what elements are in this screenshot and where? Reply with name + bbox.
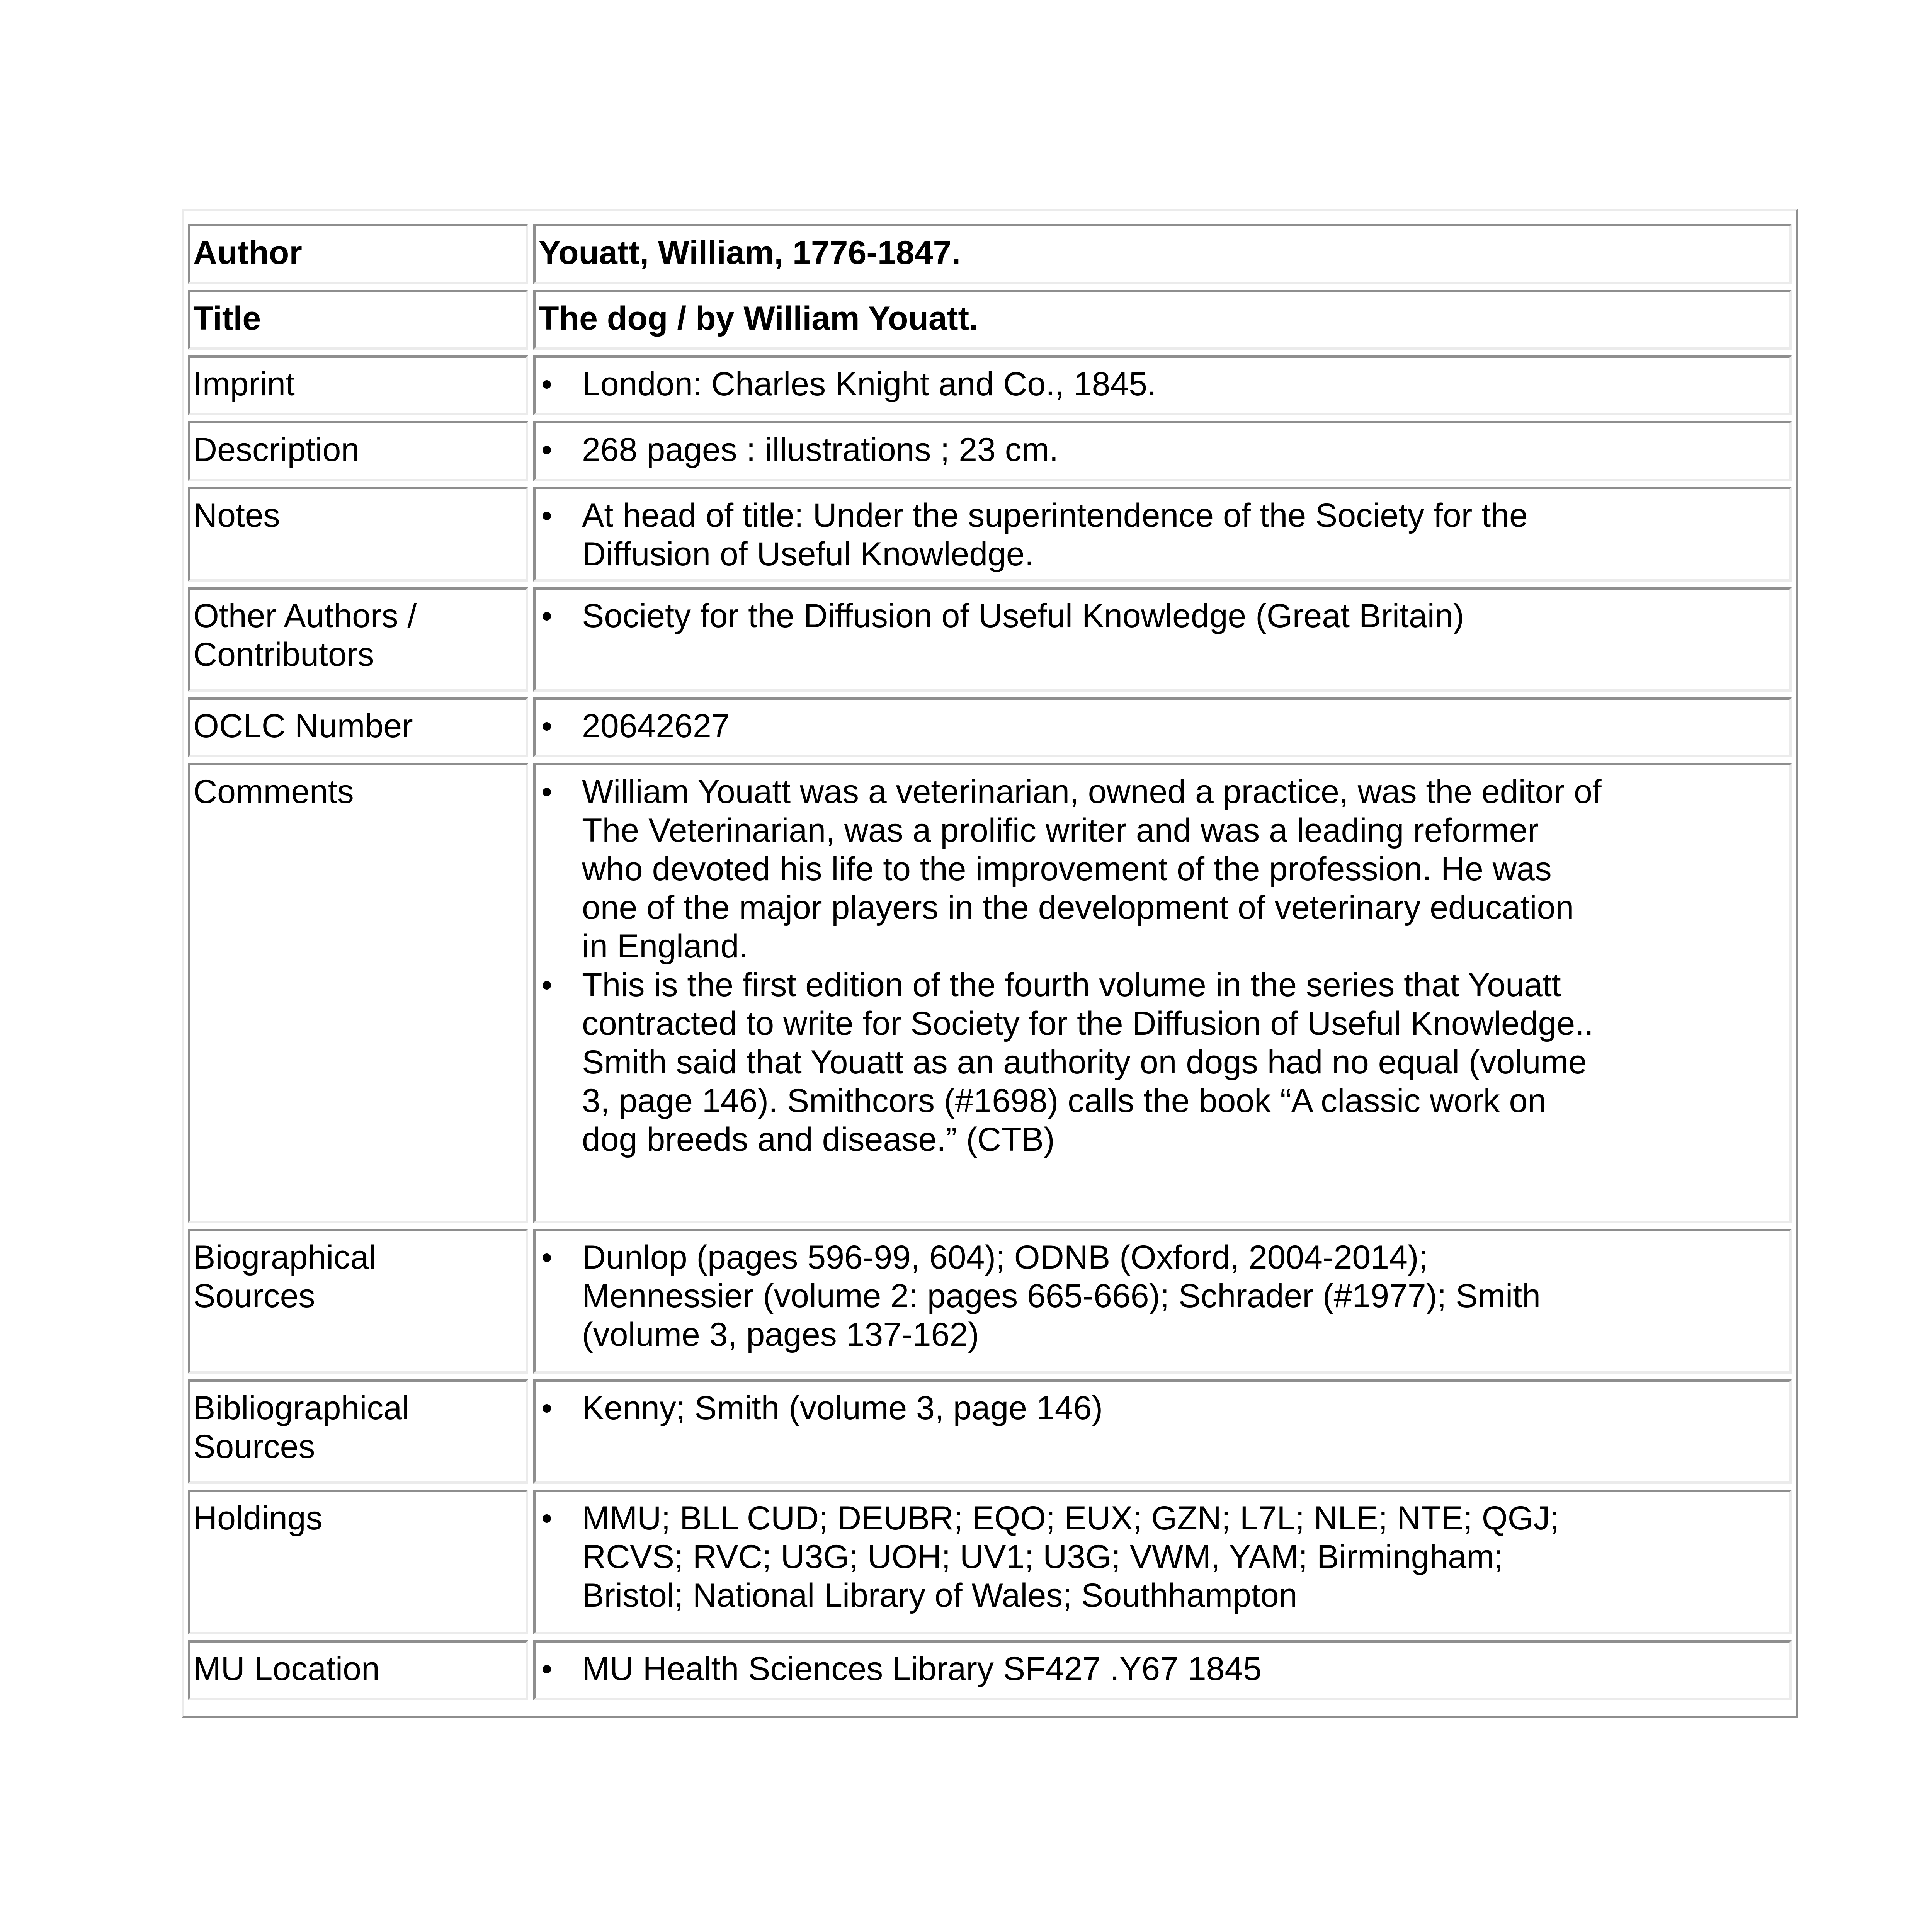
comment-line: contracted to write for Society for the Diffusion of Useful Knowledge..	[582, 1005, 1594, 1042]
row-notes-label-cell	[188, 487, 528, 582]
comment-line: The Veterinarian, was a prolific writer and was a leading reformer	[582, 812, 1539, 849]
list-item	[539, 966, 1788, 1159]
label-line: Sources	[193, 1428, 315, 1465]
oclc-value: 20642627	[582, 707, 730, 745]
label-line: Biographical	[193, 1239, 376, 1276]
bibliographical-value: Kenny; Smith (volume 3, page 146)	[582, 1389, 1103, 1427]
row-imprint-value-cell	[533, 355, 1792, 415]
comments-label: Comments	[193, 773, 354, 810]
bullet-icon	[543, 380, 551, 389]
comment-line: in England.	[582, 928, 748, 965]
row-imprint-label-cell	[188, 355, 528, 415]
notes-line: Diffusion of Useful Knowledge.	[582, 536, 1034, 573]
oclc-label: OCLC Number	[193, 707, 413, 745]
holdings-line: Bristol; National Library of Wales; Southhampton	[582, 1577, 1298, 1614]
list-item	[539, 597, 1788, 635]
bullet-icon	[543, 1253, 551, 1262]
row-oclc-value-cell	[533, 697, 1792, 757]
holdings-line: RCVS; RVC; U3G; UOH; UV1; U3G; VWM, YAM; Birmingham;	[582, 1538, 1503, 1575]
row-author-label-cell	[188, 224, 528, 284]
notes-line: At head of title: Under the superintendence of the Society for the	[582, 497, 1528, 534]
label-line: Bibliographical	[193, 1389, 410, 1427]
row-bibliographical-value-cell	[533, 1379, 1792, 1484]
list-item	[539, 1238, 1788, 1354]
imprint-label: Imprint	[193, 366, 295, 403]
biographical-line: Mennessier (volume 2: pages 665-666); Schrader (#1977); Smith	[582, 1277, 1541, 1315]
list-item	[539, 430, 1788, 469]
row-title-value-cell	[533, 290, 1792, 350]
bullet-icon	[543, 981, 551, 990]
bullet-icon	[543, 1404, 551, 1413]
list-item	[539, 1499, 1788, 1615]
biographical-line: (volume 3, pages 137-162)	[582, 1316, 979, 1353]
label-line: Other Authors /	[193, 597, 417, 634]
bullet-icon	[543, 512, 551, 520]
comment-line: one of the major players in the development of veterinary education	[582, 889, 1574, 926]
bullet-icon	[543, 612, 551, 621]
biographical-line: Dunlop (pages 596-99, 604); ODNB (Oxford, 2004-2014);	[582, 1239, 1428, 1276]
list-item	[539, 365, 1788, 403]
row-mu-location-value-cell	[533, 1640, 1792, 1700]
list-item	[539, 496, 1788, 573]
comment-line: Smith said that Youatt as an authority on dogs had no equal (volume	[582, 1044, 1587, 1081]
mu-location-label: MU Location	[193, 1650, 380, 1687]
row-other-authors-label-cell	[188, 587, 528, 692]
comment-line: William Youatt was a veterinarian, owned a practice, was the editor of	[582, 773, 1602, 810]
bullet-icon	[543, 722, 551, 731]
bullet-icon	[543, 788, 551, 796]
row-description-value-cell	[533, 421, 1792, 481]
bullet-icon	[543, 1665, 551, 1673]
holdings-label: Holdings	[193, 1500, 323, 1537]
row-oclc-label-cell	[188, 697, 528, 757]
comment-line: 3, page 146). Smithcors (#1698) calls the book “A classic work on	[582, 1082, 1546, 1119]
title-value: The dog / by William Youatt.	[539, 300, 978, 337]
list-item	[539, 772, 1788, 966]
comment-line: This is the first edition of the fourth volume in the series that Youatt	[582, 966, 1561, 1003]
label-line: Sources	[193, 1277, 315, 1315]
list-item	[539, 707, 1788, 745]
author-value: Youatt, William, 1776-1847.	[539, 234, 961, 271]
row-holdings-value-cell	[533, 1490, 1792, 1634]
title-label: Title	[193, 300, 261, 337]
description-value: 268 pages : illustrations ; 23 cm.	[582, 431, 1059, 468]
holdings-line: MMU; BLL CUD; DEUBR; EQO; EUX; GZN; L7L; NLE; NTE; QGJ;	[582, 1500, 1560, 1537]
notes-label: Notes	[193, 497, 280, 534]
row-comments-label-cell	[188, 763, 528, 1223]
label-line: Contributors	[193, 636, 374, 673]
row-description-label-cell	[188, 421, 528, 481]
bibliographical-label	[193, 1389, 524, 1466]
row-other-authors-value-cell	[533, 587, 1792, 692]
bullet-icon	[543, 446, 551, 454]
row-author-value-cell	[533, 224, 1792, 284]
row-holdings-label-cell	[188, 1490, 528, 1634]
row-notes-value-cell	[533, 487, 1792, 582]
imprint-value: London: Charles Knight and Co., 1845.	[582, 366, 1156, 403]
comment-line: who devoted his life to the improvement of the profession. He was	[582, 850, 1552, 888]
mu-location-value: MU Health Sciences Library SF427 .Y67 1845	[582, 1650, 1262, 1687]
row-comments-value-cell	[533, 763, 1792, 1223]
author-label: Author	[193, 234, 302, 271]
row-bibliographical-label-cell	[188, 1379, 528, 1484]
row-mu-location-label-cell	[188, 1640, 528, 1700]
row-biographical-label-cell	[188, 1229, 528, 1374]
bullet-icon	[543, 1514, 551, 1523]
other-authors-label	[193, 597, 524, 674]
comment-line: dog breeds and disease.” (CTB)	[582, 1121, 1055, 1158]
biographical-label	[193, 1238, 524, 1315]
other-authors-value: Society for the Diffusion of Useful Knowledge (Great Britain)	[582, 597, 1464, 634]
row-title-label-cell	[188, 290, 528, 350]
description-label: Description	[193, 431, 360, 468]
list-item	[539, 1389, 1788, 1427]
list-item	[539, 1650, 1788, 1688]
row-biographical-value-cell	[533, 1229, 1792, 1374]
